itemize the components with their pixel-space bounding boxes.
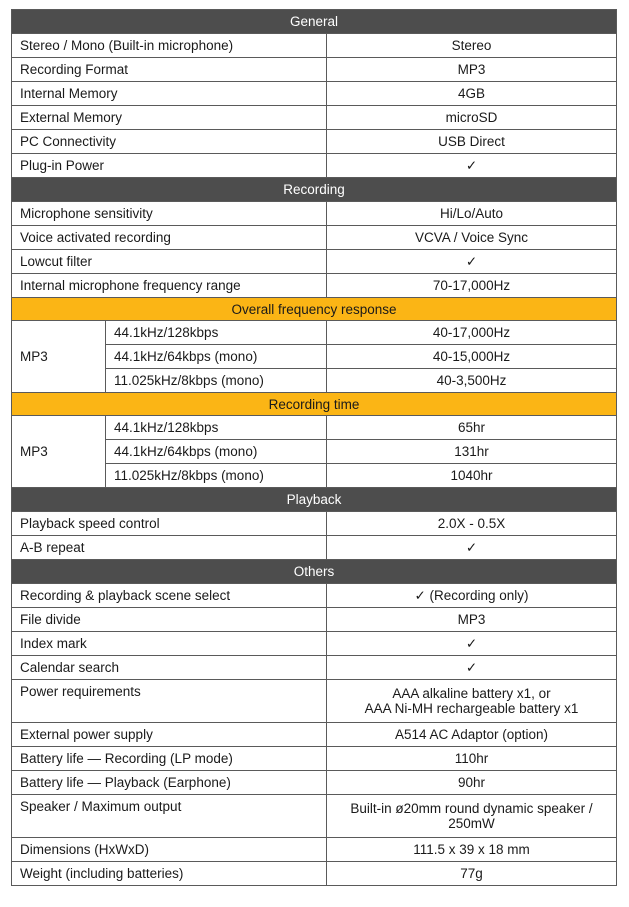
spec-row [12, 274, 617, 298]
spec-label: Battery life — Recording (LP mode) [12, 747, 327, 771]
section-header-recording [12, 178, 617, 202]
spec-value: USB Direct [327, 130, 617, 154]
format-group-label: MP3 [12, 321, 106, 393]
spec-row [12, 226, 617, 250]
spec-value: microSD [327, 106, 617, 130]
spec-label: Recording Format [12, 58, 327, 82]
spec-value: 40-3,500Hz [327, 369, 617, 393]
spec-row [12, 608, 617, 632]
section-header-others [12, 560, 617, 584]
check-mark-icon: ✓ [327, 632, 617, 656]
spec-sheet [11, 9, 616, 886]
spec-row [12, 154, 617, 178]
spec-label: A-B repeat [12, 536, 327, 560]
section-header-frequency-response [12, 298, 617, 321]
spec-label: Plug-in Power [12, 154, 327, 178]
check-mark-icon: ✓ [327, 154, 617, 178]
spec-row [12, 34, 617, 58]
section-title: Recording time [12, 393, 617, 416]
mode-label: 44.1kHz/64kbps (mono) [106, 345, 327, 369]
spec-value: VCVA / Voice Sync [327, 226, 617, 250]
spec-value: 110hr [327, 747, 617, 771]
spec-value: 111.5 x 39 x 18 mm [327, 838, 617, 862]
spec-label: File divide [12, 608, 327, 632]
spec-value: 2.0X - 0.5X [327, 512, 617, 536]
spec-row [12, 771, 617, 795]
spec-value-line: AAA Ni-MH rechargeable battery x1 [364, 701, 579, 716]
spec-label: Voice activated recording [12, 226, 327, 250]
spec-row [12, 512, 617, 536]
mode-label: 44.1kHz/128kbps [106, 416, 327, 440]
spec-label: Stereo / Mono (Built-in microphone) [12, 34, 327, 58]
spec-label: Internal Memory [12, 82, 327, 106]
spec-label: Speaker / Maximum output [12, 795, 327, 838]
spec-value: ✓ (Recording only) [327, 584, 617, 608]
spec-value: Hi/Lo/Auto [327, 202, 617, 226]
spec-label: External power supply [12, 723, 327, 747]
spec-value [327, 680, 617, 723]
spec-row [12, 202, 617, 226]
spec-label: Weight (including batteries) [12, 862, 327, 886]
spec-value-line: AAA alkaline battery x1, or [392, 686, 551, 701]
spec-row [12, 584, 617, 608]
section-title: General [12, 10, 617, 34]
spec-value: MP3 [327, 608, 617, 632]
spec-row [12, 416, 617, 440]
spec-label: Microphone sensitivity [12, 202, 327, 226]
section-title: Overall frequency response [12, 298, 617, 321]
mode-label: 11.025kHz/8kbps (mono) [106, 464, 327, 488]
spec-row [12, 723, 617, 747]
section-title: Recording [12, 178, 617, 202]
spec-value: 40-17,000Hz [327, 321, 617, 345]
spec-label: Recording & playback scene select [12, 584, 327, 608]
spec-row [12, 656, 617, 680]
spec-value: MP3 [327, 58, 617, 82]
specifications-table [11, 9, 617, 886]
spec-value: 4GB [327, 82, 617, 106]
spec-value-line: Built-in ø20mm round dynamic speaker / [350, 801, 593, 816]
section-header-general [12, 10, 617, 34]
spec-value: 90hr [327, 771, 617, 795]
spec-row [12, 321, 617, 345]
spec-row [12, 250, 617, 274]
spec-value: 65hr [327, 416, 617, 440]
spec-value: 77g [327, 862, 617, 886]
check-mark-icon: ✓ [327, 250, 617, 274]
spec-row [12, 747, 617, 771]
mode-label: 44.1kHz/64kbps (mono) [106, 440, 327, 464]
spec-row [12, 838, 617, 862]
spec-value-line: 250mW [448, 816, 495, 831]
check-mark-icon: ✓ [327, 656, 617, 680]
mode-label: 44.1kHz/128kbps [106, 321, 327, 345]
spec-value: A514 AC Adaptor (option) [327, 723, 617, 747]
spec-value: 1040hr [327, 464, 617, 488]
spec-value: 70-17,000Hz [327, 274, 617, 298]
section-title: Others [12, 560, 617, 584]
spec-row [12, 536, 617, 560]
spec-label: PC Connectivity [12, 130, 327, 154]
spec-label: Power requirements [12, 680, 327, 723]
spec-label: External Memory [12, 106, 327, 130]
format-group-label: MP3 [12, 416, 106, 488]
spec-value: Stereo [327, 34, 617, 58]
spec-value: 131hr [327, 440, 617, 464]
spec-row [12, 106, 617, 130]
spec-label: Battery life — Playback (Earphone) [12, 771, 327, 795]
spec-label: Lowcut filter [12, 250, 327, 274]
spec-label: Playback speed control [12, 512, 327, 536]
spec-label: Index mark [12, 632, 327, 656]
spec-row [12, 680, 617, 723]
spec-value: 40-15,000Hz [327, 345, 617, 369]
spec-row [12, 795, 617, 838]
spec-label: Calendar search [12, 656, 327, 680]
mode-label: 11.025kHz/8kbps (mono) [106, 369, 327, 393]
spec-row [12, 632, 617, 656]
spec-row [12, 130, 617, 154]
spec-label: Internal microphone frequency range [12, 274, 327, 298]
section-title: Playback [12, 488, 617, 512]
section-header-playback [12, 488, 617, 512]
section-header-recording-time [12, 393, 617, 416]
spec-value [327, 795, 617, 838]
check-mark-icon: ✓ [327, 536, 617, 560]
spec-row [12, 862, 617, 886]
spec-row [12, 58, 617, 82]
spec-label: Dimensions (HxWxD) [12, 838, 327, 862]
spec-row [12, 82, 617, 106]
